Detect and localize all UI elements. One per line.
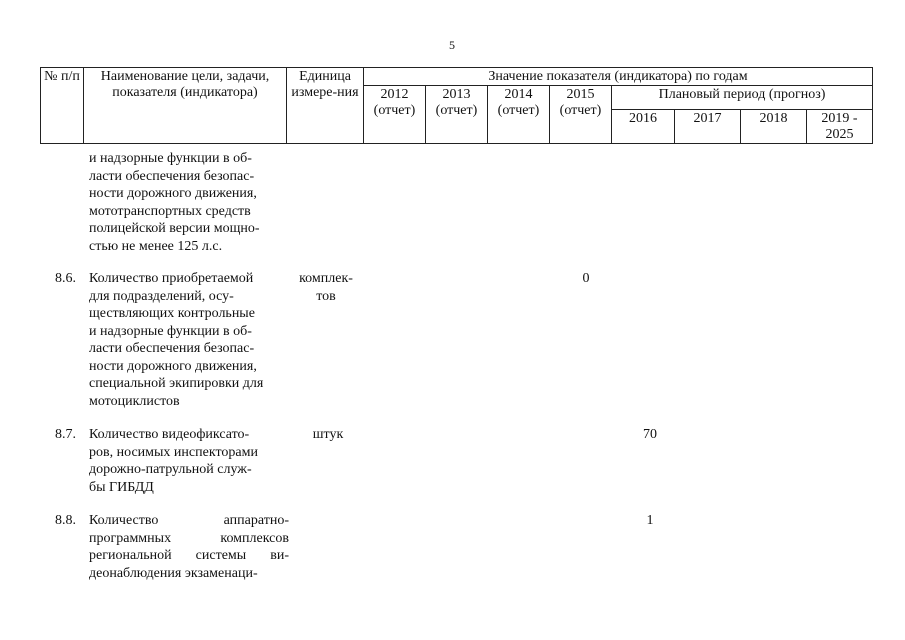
name-line: ществляющих контрольные (89, 306, 255, 321)
name-line: дорожно-патрульной служ- (89, 462, 252, 477)
row-8-7-name (89, 426, 289, 496)
name-line: специальной экипировки для (89, 376, 264, 391)
name-line: ности дорожного движения, (89, 358, 257, 374)
header-year-2018: 2018 (741, 110, 807, 144)
name-line: деонаблюдения экзаменаци- (89, 565, 258, 581)
row-8-6-unit: комплек-тов (299, 271, 353, 304)
row-8-6-number: 8.6. (55, 271, 76, 286)
name-line: Количество приобретаемой (89, 271, 254, 286)
row-8-6-name (89, 270, 289, 410)
header-year-2013: 2013 (отчет) (426, 86, 488, 144)
header-year-2015: 2015 (отчет) (550, 86, 612, 144)
header-year-2016: 2016 (612, 110, 675, 144)
page-number: 5 (449, 38, 455, 52)
header-name: Наименование цели, задачи, показателя (индикатора) (84, 68, 287, 144)
header-values-title: Значение показателя (индикатора) по годам (364, 68, 873, 86)
header-unit: Единица измере-ния (287, 68, 364, 144)
row-continuation-name (89, 150, 289, 255)
name-line: региональной системы ви- (89, 548, 289, 563)
name-line: ров, носимых инспекторами (89, 444, 258, 460)
name-line: ности дорожного движения, (89, 186, 257, 201)
row-8-7-value: 70 (643, 427, 657, 442)
indicator-table-header (40, 67, 873, 144)
name-line: бы ГИБДД (89, 479, 154, 495)
name-line: стью не менее 125 л.с. (89, 238, 223, 254)
row-8-7-number: 8.7. (55, 427, 76, 442)
name-line: Количество аппаратно- (89, 513, 289, 528)
name-line: мототранспортных средств (89, 203, 251, 219)
name-line: Количество видеофиксато- (89, 427, 250, 442)
name-line: для подразделений, осу- (89, 288, 234, 304)
row-8-8-value: 1 (646, 513, 654, 528)
header-year-2012: 2012 (отчет) (364, 86, 426, 144)
row-8-6-value: 0 (582, 271, 590, 286)
row-8-8-number: 8.8. (55, 513, 76, 528)
row-8-8-name (89, 512, 289, 582)
header-year-2017: 2017 (675, 110, 741, 144)
header-year-2019-2025: 2019 - 2025 (807, 110, 873, 144)
header-num: № п/п (41, 68, 84, 144)
name-line: программных комплексов (89, 530, 289, 546)
name-line: и надзорные функции в об- (89, 323, 252, 339)
header-plan-period: Плановый период (прогноз) (612, 86, 873, 110)
name-line: полицейской версии мощно- (89, 221, 260, 236)
name-line: и надзорные функции в об- (89, 151, 252, 166)
name-line: мотоциклистов (89, 393, 180, 409)
header-year-2014: 2014 (отчет) (488, 86, 550, 144)
name-line: ласти обеспечения безопас- (89, 168, 255, 184)
name-line: ласти обеспечения безопас- (89, 341, 255, 356)
row-8-7-unit: штук (312, 427, 344, 442)
